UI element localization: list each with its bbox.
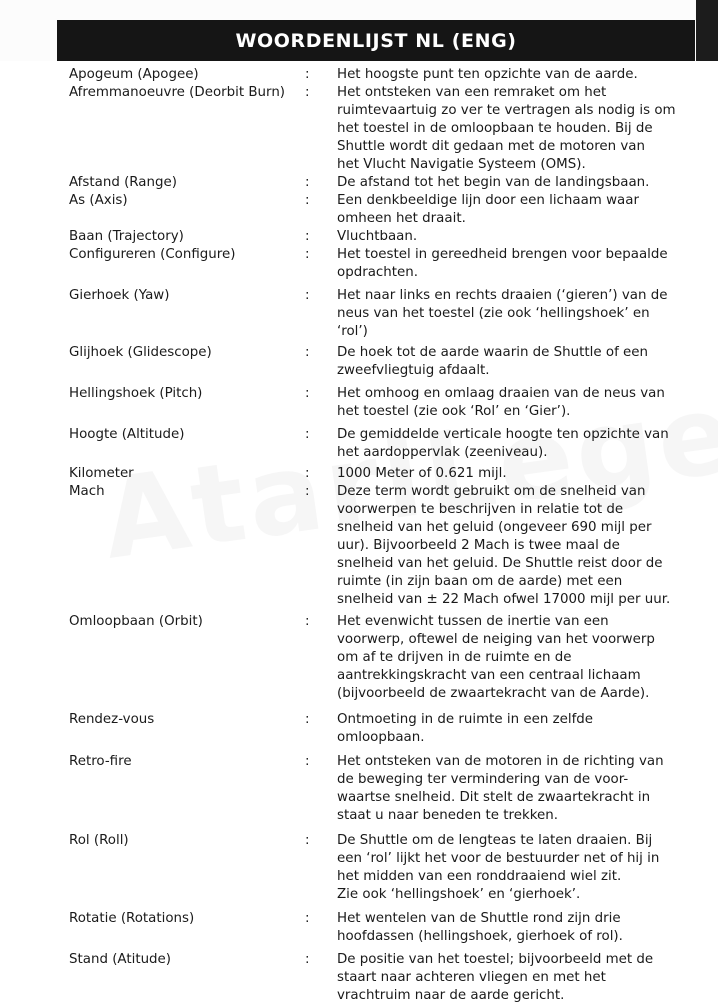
definition-line: Zie ook ‘hellingshoek’ en ‘gierhoek’.: [337, 887, 581, 902]
glossary-definition: [337, 192, 679, 228]
definition-line: De positie van het toestel; bijvoorbeeld met de: [337, 952, 654, 967]
glossary-term: Glijhoek (Glidescope): [69, 345, 212, 360]
glossary-term: Omloopbaan (Orbit): [69, 614, 203, 629]
glossary-term: Rendez-vous: [69, 712, 155, 727]
glossary-definition: [337, 951, 679, 1005]
colon-separator: :: [305, 911, 310, 926]
definition-line: opdrachten.: [337, 265, 418, 280]
title-bar: [57, 20, 695, 61]
definition-line: het aardoppervlak (zeeniveau).: [337, 445, 548, 460]
definition-line: Het naar links en rechts draaien (‘gieren’) van de: [337, 288, 668, 303]
glossary-term: Apogeum (Apogee): [69, 67, 199, 82]
colon-separator: :: [305, 85, 310, 100]
colon-separator: :: [305, 247, 310, 262]
definition-line: voorwerp, oftewel de neiging van het voorwerp: [337, 632, 655, 647]
definition-line: staart naar achteren vliegen en met het: [337, 970, 606, 985]
glossary-entry: [0, 465, 718, 483]
colon-separator: :: [305, 712, 310, 727]
definition-line: snelheid van het geluid (ongeveer 690 mijl per: [337, 520, 652, 535]
definition-line: Ontmoeting in de ruimte in een zelfde: [337, 712, 594, 727]
definition-line: staat u naar beneden te trekken.: [337, 808, 558, 823]
definition-line: snelheid van het geluid. De Shuttle reist door de: [337, 556, 663, 571]
glossary-definition: [337, 910, 679, 946]
glossary-term: Baan (Trajectory): [69, 229, 184, 244]
definition-line: Shuttle wordt dit gedaan met de motoren van: [337, 139, 646, 154]
glossary-entry: [0, 753, 718, 825]
glossary-term: Afremmanoeuvre (Deorbit Burn): [69, 85, 286, 100]
definition-line: het toestel (zie ook ‘Rol’ en ‘Gier’).: [337, 404, 571, 419]
definition-line: (bijvoorbeeld de zwaartekracht van de Aarde).: [337, 686, 650, 701]
glossary-term: Hoogte (Altitude): [69, 427, 185, 442]
definition-line: Het evenwicht tussen de inertie van een: [337, 614, 609, 629]
definition-line: Het ontsteken van een remraket om het: [337, 85, 607, 100]
definition-line: ‘rol’): [337, 324, 368, 339]
definition-line: uur). Bijvoorbeeld 2 Mach is twee maal de: [337, 538, 620, 553]
glossary-term: Rol (Roll): [69, 833, 129, 848]
glossary-definition: [337, 483, 679, 609]
colon-separator: :: [305, 427, 310, 442]
glossary-definition: [337, 246, 679, 282]
glossary-term: Rotatie (Rotations): [69, 911, 195, 926]
definition-line: ruimte (in zijn baan om de aarde) met een: [337, 574, 623, 589]
glossary-definition: [337, 426, 679, 462]
definition-line: de beweging ter vermindering van de voor-: [337, 772, 629, 787]
glossary-entry: [0, 228, 718, 246]
glossary-entry: [0, 832, 718, 904]
glossary-definition: [337, 228, 679, 246]
definition-line: 1000 Meter of 0.621 mijl.: [337, 466, 507, 481]
definition-line: om af te drijven in de ruimte en de: [337, 650, 572, 665]
definition-line: Een denkbeeldige lijn door een lichaam waar: [337, 193, 639, 208]
definition-line: Het omhoog en omlaag draaien van de neus van: [337, 386, 665, 401]
colon-separator: :: [305, 614, 310, 629]
colon-separator: :: [305, 466, 310, 481]
glossary-entry: [0, 66, 718, 84]
page-title: WOORDENLIJST NL (ENG): [235, 29, 517, 52]
glossary-definition: [337, 385, 679, 421]
glossary-term: Gierhoek (Yaw): [69, 288, 170, 303]
glossary-list: [0, 66, 718, 1005]
definition-line: Het ontsteken van de motoren in de richting van: [337, 754, 664, 769]
definition-line: een ‘rol’ lijkt het voor de bestuurder net of hij in: [337, 851, 660, 866]
glossary-definition: [337, 832, 679, 904]
page-edge-shadow: [696, 0, 718, 61]
colon-separator: :: [305, 288, 310, 303]
colon-separator: :: [305, 193, 310, 208]
definition-line: ruimtevaartuig zo ver te vertragen als nodig is om: [337, 103, 676, 118]
definition-line: omheen het draait.: [337, 211, 466, 226]
definition-line: De gemiddelde verticale hoogte ten opzichte van: [337, 427, 669, 442]
definition-line: vrachtruim naar de aarde gericht.: [337, 988, 565, 1003]
definition-line: De hoek tot de aarde waarin de Shuttle of een: [337, 345, 648, 360]
glossary-term: Kilometer: [69, 466, 134, 481]
glossary-term: Configureren (Configure): [69, 247, 236, 262]
glossary-definition: [337, 613, 679, 703]
definition-line: het toestel in de omloopbaan te houden. Bij de: [337, 121, 653, 136]
definition-line: waartse snelheid. Dit stelt de zwaartekracht in: [337, 790, 651, 805]
definition-line: hoofdassen (hellingshoek, gierhoek of rol).: [337, 929, 623, 944]
definition-line: voorwerpen te beschrijven in relatie tot de: [337, 502, 624, 517]
glossary-definition: [337, 287, 679, 341]
glossary-term: Retro-fire: [69, 754, 132, 769]
definition-line: Deze term wordt gebruikt om de snelheid van: [337, 484, 646, 499]
colon-separator: :: [305, 175, 310, 190]
definition-line: Het toestel in gereedheid brengen voor bepaalde: [337, 247, 668, 262]
glossary-term: Stand (Atitude): [69, 952, 172, 967]
definition-line: zweefvliegtuig afdaalt.: [337, 363, 490, 378]
definition-line: Het hoogste punt ten opzichte van de aarde.: [337, 67, 638, 82]
glossary-entry: [0, 613, 718, 703]
glossary-entry: [0, 910, 718, 946]
glossary-entry: [0, 711, 718, 747]
glossary-definition: [337, 66, 679, 84]
glossary-definition: [337, 465, 679, 483]
colon-separator: :: [305, 345, 310, 360]
glossary-definition: [337, 174, 679, 192]
glossary-definition: [337, 344, 679, 380]
glossary-entry: [0, 246, 718, 282]
glossary-definition: [337, 711, 679, 747]
glossary-definition: [337, 84, 679, 174]
colon-separator: :: [305, 484, 310, 499]
colon-separator: :: [305, 754, 310, 769]
definition-line: het Vlucht Navigatie Systeem (OMS).: [337, 157, 586, 172]
colon-separator: :: [305, 67, 310, 82]
glossary-entry: [0, 287, 718, 341]
glossary-term: Hellingshoek (Pitch): [69, 386, 203, 401]
definition-line: neus van het toestel (zie ook ‘hellingshoek’ en: [337, 306, 650, 321]
glossary-entry: [0, 426, 718, 462]
definition-line: omloopbaan.: [337, 730, 425, 745]
definition-line: aantrekkingskracht van een centraal lichaam: [337, 668, 641, 683]
definition-line: snelheid van ± 22 Mach ofwel 17000 mijl per uur.: [337, 592, 671, 607]
glossary-entry: [0, 483, 718, 609]
glossary-term: As (Axis): [69, 193, 128, 208]
definition-line: Het wentelen van de Shuttle rond zijn drie: [337, 911, 621, 926]
colon-separator: :: [305, 386, 310, 401]
glossary-entry: [0, 174, 718, 192]
glossary-entry: [0, 192, 718, 228]
colon-separator: :: [305, 833, 310, 848]
glossary-definition: [337, 753, 679, 825]
definition-line: Vluchtbaan.: [337, 229, 418, 244]
glossary-entry: [0, 951, 718, 1005]
definition-line: De Shuttle om de lengteas te laten draaien. Bij: [337, 833, 653, 848]
definition-line: het midden van een ronddraaiend wiel zit.: [337, 869, 622, 884]
glossary-entry: [0, 385, 718, 421]
glossary-term: Afstand (Range): [69, 175, 177, 190]
glossary-entry: [0, 344, 718, 380]
glossary-term: Mach: [69, 484, 105, 499]
glossary-entry: [0, 84, 718, 174]
colon-separator: :: [305, 229, 310, 244]
colon-separator: :: [305, 952, 310, 967]
definition-line: De afstand tot het begin van de landingsbaan.: [337, 175, 650, 190]
